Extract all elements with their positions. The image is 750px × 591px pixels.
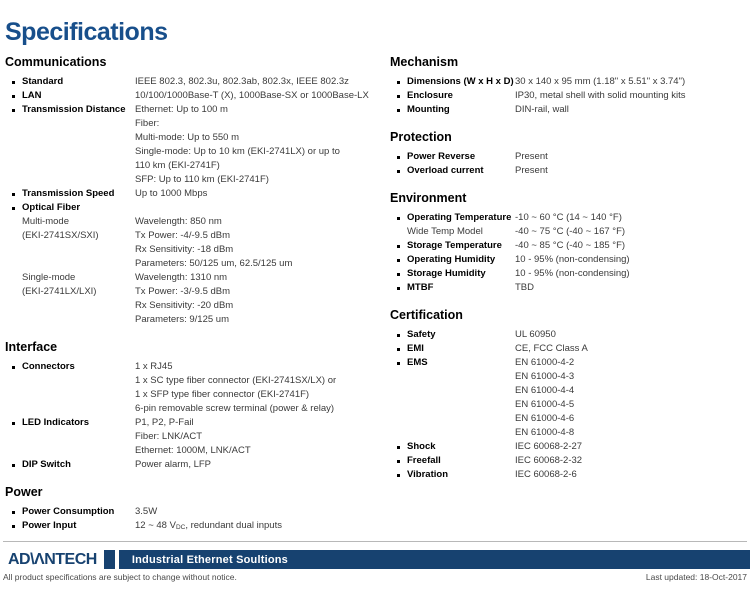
spec-label: Single-mode	[22, 272, 76, 283]
spec-label: Storage Humidity	[407, 268, 486, 279]
last-updated-text: Last updated: 18-Oct-2017	[645, 572, 747, 582]
spec-label: LED Indicators	[22, 417, 90, 428]
spec-value: UL 60950	[515, 329, 556, 340]
spec-label-cell	[390, 328, 515, 342]
spec-value: 1 x SFP type fiber connector (EKI-2741F)	[135, 389, 310, 400]
spec-row	[5, 458, 390, 472]
bullet-marker	[397, 460, 400, 463]
spec-value: Tx Power: -4/-9.5 dBm	[135, 230, 231, 241]
spec-label: Wide Temp Model	[407, 226, 483, 237]
spec-row	[5, 75, 390, 89]
spec-value-cell	[515, 211, 750, 239]
bullet-marker	[397, 245, 400, 248]
spec-value: Multi-mode: Up to 550 m	[135, 132, 240, 143]
spec-value: 110 km (EKI-2741F)	[135, 160, 220, 171]
spec-row	[5, 505, 390, 519]
spec-columns	[5, 56, 750, 535]
page-title: Specifications	[5, 18, 168, 46]
spec-label-cell	[390, 150, 515, 164]
spec-value-cell	[135, 271, 390, 327]
spec-value: 10 - 95% (non-condensing)	[515, 268, 630, 279]
spec-value: Ethernet: 1000M, LNK/ACT	[135, 445, 251, 456]
spec-value-cell	[135, 458, 390, 472]
spec-label: DIP Switch	[22, 459, 71, 470]
spec-value: Rx Sensitivity: -18 dBm	[135, 244, 234, 255]
spec-value: EN 61000-4-4	[515, 385, 575, 396]
spec-value-cell	[515, 440, 750, 454]
spec-row	[5, 416, 390, 458]
bullet-marker	[397, 362, 400, 365]
spec-value-cell	[135, 201, 390, 215]
spec-value: Tx Power: -3/-9.5 dBm	[135, 286, 231, 297]
spec-value: Present	[515, 165, 548, 176]
bullet-marker	[12, 525, 15, 528]
spec-value: Present	[515, 151, 548, 162]
spec-row	[390, 75, 750, 89]
spec-value-cell	[515, 356, 750, 440]
spec-value-cell	[515, 164, 750, 178]
spec-label: Safety	[407, 329, 436, 340]
spec-label: Transmission Speed	[22, 188, 115, 199]
spec-value: Wavelength: 850 nm	[135, 216, 222, 227]
banner-label: Industrial Ethernet Soultions	[131, 553, 288, 566]
bullet-marker	[12, 511, 15, 514]
spec-value-cell	[135, 505, 390, 519]
spec-label: EMS	[407, 357, 428, 368]
spec-label: MTBF	[407, 282, 434, 293]
spec-label-cell	[5, 360, 135, 416]
bullet-marker	[397, 334, 400, 337]
spec-row	[390, 164, 750, 178]
spec-value: Power alarm, LFP	[135, 459, 212, 470]
spec-value: CE, FCC Class A	[515, 343, 588, 354]
spec-label: Freefall	[407, 455, 441, 466]
spec-label-cell	[390, 164, 515, 178]
spec-row	[390, 328, 750, 342]
banner-bar	[119, 550, 750, 569]
bullet-marker	[12, 464, 15, 467]
advantech-logo: AD\ΛNTECH	[8, 551, 97, 568]
spec-row	[390, 103, 750, 117]
spec-label-cell	[5, 103, 135, 187]
spec-label: Power Input	[22, 520, 77, 531]
banner-notch	[104, 550, 115, 569]
spec-label-cell	[390, 253, 515, 267]
spec-value-cell	[515, 328, 750, 342]
spec-value-cell	[515, 239, 750, 253]
spec-value: 30 x 140 x 95 mm (1.18" x 5.51" x 3.74")	[515, 76, 686, 87]
footer-brand-bar	[8, 550, 750, 569]
footer-legal-row	[3, 572, 747, 582]
spec-value: Parameters: 9/125 um	[135, 314, 229, 325]
spec-value: IEC 60068-2-27	[515, 441, 583, 452]
spec-label: Storage Temperature	[407, 240, 502, 251]
spec-row	[5, 201, 390, 215]
bullet-marker	[397, 474, 400, 477]
spec-value: Single-mode: Up to 10 km (EKI-2741LX) or up to	[135, 146, 340, 157]
bullet-marker	[12, 193, 15, 196]
bullet-marker	[397, 446, 400, 449]
spec-value-cell	[135, 187, 390, 201]
spec-label: Operating Temperature	[407, 212, 512, 223]
spec-row	[390, 150, 750, 164]
spec-label: (EKI-2741SX/SXI)	[22, 230, 99, 241]
spec-row	[5, 215, 390, 271]
bullet-marker	[397, 109, 400, 112]
spec-label: Enclosure	[407, 90, 453, 101]
spec-label-cell	[390, 267, 515, 281]
spec-row	[390, 239, 750, 253]
spec-value: EN 61000-4-2	[515, 357, 575, 368]
spec-value: -10 ~ 60 °C (14 ~ 140 °F)	[515, 212, 622, 223]
bullet-marker	[12, 207, 15, 210]
spec-label-cell	[390, 103, 515, 117]
spec-value: 10 - 95% (non-condensing)	[515, 254, 630, 265]
spec-value: SFP: Up to 110 km (EKI-2741F)	[135, 174, 269, 185]
spec-value-cell	[515, 253, 750, 267]
spec-label: Operating Humidity	[407, 254, 496, 265]
section-title: Certification	[390, 308, 463, 322]
spec-label-cell	[390, 356, 515, 440]
spec-value: EN 61000-4-5	[515, 399, 575, 410]
spec-label: Vibration	[407, 469, 448, 480]
spec-value: Wavelength: 1310 nm	[135, 272, 228, 283]
spec-label-cell	[5, 519, 135, 535]
spec-label: Shock	[407, 441, 436, 452]
spec-label: Power Consumption	[22, 506, 115, 517]
spec-value: 6-pin removable screw terminal (power & relay)	[135, 403, 335, 414]
spec-value: EN 61000-4-3	[515, 371, 575, 382]
spec-value: Fiber:	[135, 118, 160, 129]
spec-label-cell	[5, 215, 135, 271]
spec-label-cell	[390, 75, 515, 89]
spec-value: 1 x RJ45	[135, 361, 173, 372]
section-title: Protection	[390, 130, 452, 144]
spec-label-cell	[390, 211, 515, 239]
spec-label: Overload current	[407, 165, 484, 176]
spec-value-cell	[515, 281, 750, 295]
spec-value-cell	[135, 416, 390, 458]
spec-row	[390, 454, 750, 468]
bullet-marker	[397, 156, 400, 159]
spec-value: Up to 1000 Mbps	[135, 188, 208, 199]
spec-value-cell	[135, 360, 390, 416]
spec-value: EN 61000-4-6	[515, 413, 575, 424]
spec-row	[390, 211, 750, 239]
spec-value: -40 ~ 75 °C (-40 ~ 167 °F)	[515, 226, 626, 237]
spec-label: Standard	[22, 76, 64, 87]
spec-value-cell	[135, 103, 390, 187]
bullet-marker	[397, 170, 400, 173]
bullet-marker	[12, 109, 15, 112]
spec-row	[5, 271, 390, 327]
spec-label-cell	[390, 468, 515, 482]
bullet-marker	[12, 422, 15, 425]
spec-row	[5, 103, 390, 187]
section-title: Mechanism	[390, 55, 459, 69]
spec-value: 10/100/1000Base-T (X), 1000Base-SX or 1000Base-LX	[135, 90, 369, 101]
spec-value: IEEE 802.3, 802.3u, 802.3ab, 802.3x, IEEE 802.3z	[135, 76, 349, 87]
left-column	[5, 56, 390, 535]
spec-value: TBD	[515, 282, 534, 293]
spec-row	[5, 89, 390, 103]
spec-label-cell	[5, 187, 135, 201]
spec-label: Transmission Distance	[22, 104, 126, 115]
spec-label-cell	[5, 75, 135, 89]
spec-label-cell	[390, 440, 515, 454]
footer-divider	[3, 541, 747, 542]
bullet-marker	[397, 95, 400, 98]
spec-value: Ethernet: Up to 100 m	[135, 104, 228, 115]
spec-value: DIN-rail, wall	[515, 104, 569, 115]
spec-label-cell	[5, 271, 135, 327]
bullet-marker	[397, 273, 400, 276]
spec-value-cell	[135, 75, 390, 89]
spec-value-cell	[135, 89, 390, 103]
disclaimer-text: All product specifications are subject to change without notice.	[3, 572, 237, 582]
section-title: Power	[5, 485, 43, 499]
spec-label: (EKI-2741LX/LXI)	[22, 286, 97, 297]
spec-row	[5, 187, 390, 201]
spec-label-cell	[390, 239, 515, 253]
spec-row	[390, 89, 750, 103]
spec-value: 1 x SC type fiber connector (EKI-2741SX/LX) or	[135, 375, 337, 386]
spec-label: Mounting	[407, 104, 450, 115]
spec-label-cell	[390, 342, 515, 356]
spec-value-cell	[515, 103, 750, 117]
spec-value-cell	[135, 215, 390, 271]
spec-label: Dimensions (W x H x D)	[407, 76, 514, 87]
spec-value-cell	[515, 468, 750, 482]
spec-row	[390, 253, 750, 267]
spec-label: Multi-mode	[22, 216, 69, 227]
bullet-marker	[397, 348, 400, 351]
spec-value-cell	[515, 454, 750, 468]
spec-value: P1, P2, P-Fail	[135, 417, 194, 428]
spec-value: IEC 60068-2-32	[515, 455, 583, 466]
spec-row	[390, 267, 750, 281]
spec-value: 12 ~ 48 VDC, redundant dual inputs	[135, 520, 282, 531]
spec-label-cell	[390, 281, 515, 295]
spec-value: EN 61000-4-8	[515, 427, 575, 438]
spec-value-cell	[515, 267, 750, 281]
bullet-marker	[397, 217, 400, 220]
spec-label-cell	[5, 201, 135, 215]
spec-label: EMI	[407, 343, 424, 354]
spec-label-cell	[5, 458, 135, 472]
section-title: Interface	[5, 340, 58, 354]
spec-row	[5, 360, 390, 416]
spec-label-cell	[390, 454, 515, 468]
spec-value-cell	[515, 89, 750, 103]
spec-label: Power Reverse	[407, 151, 476, 162]
spec-value: Parameters: 50/125 um, 62.5/125 um	[135, 258, 293, 269]
spec-value: 3.5W	[135, 506, 158, 517]
spec-label-cell	[5, 505, 135, 519]
section-title: Communications	[5, 55, 107, 69]
bullet-marker	[12, 95, 15, 98]
spec-row	[390, 440, 750, 454]
spec-value-cell	[515, 150, 750, 164]
spec-value: Fiber: LNK/ACT	[135, 431, 203, 442]
spec-value: IP30, metal shell with solid mounting kits	[515, 90, 686, 101]
spec-value: Rx Sensitivity: -20 dBm	[135, 300, 234, 311]
bullet-marker	[12, 81, 15, 84]
spec-label-cell	[5, 89, 135, 103]
spec-row	[390, 468, 750, 482]
spec-row	[5, 519, 390, 535]
spec-value-cell	[135, 519, 390, 535]
spec-label: LAN	[22, 90, 42, 101]
spec-row	[390, 281, 750, 295]
bullet-marker	[397, 259, 400, 262]
bullet-marker	[12, 366, 15, 369]
section-title: Environment	[390, 191, 467, 205]
bullet-marker	[397, 81, 400, 84]
spec-label-cell	[390, 89, 515, 103]
spec-row	[390, 356, 750, 440]
spec-value: IEC 60068-2-6	[515, 469, 577, 480]
spec-label-cell	[5, 416, 135, 458]
right-column	[390, 56, 750, 482]
spec-label: Connectors	[22, 361, 75, 372]
spec-value-cell	[515, 342, 750, 356]
bullet-marker	[397, 287, 400, 290]
spec-row	[390, 342, 750, 356]
spec-label: Optical Fiber	[22, 202, 81, 213]
spec-value-cell	[515, 75, 750, 89]
spec-value: -40 ~ 85 °C (-40 ~ 185 °F)	[515, 240, 626, 251]
